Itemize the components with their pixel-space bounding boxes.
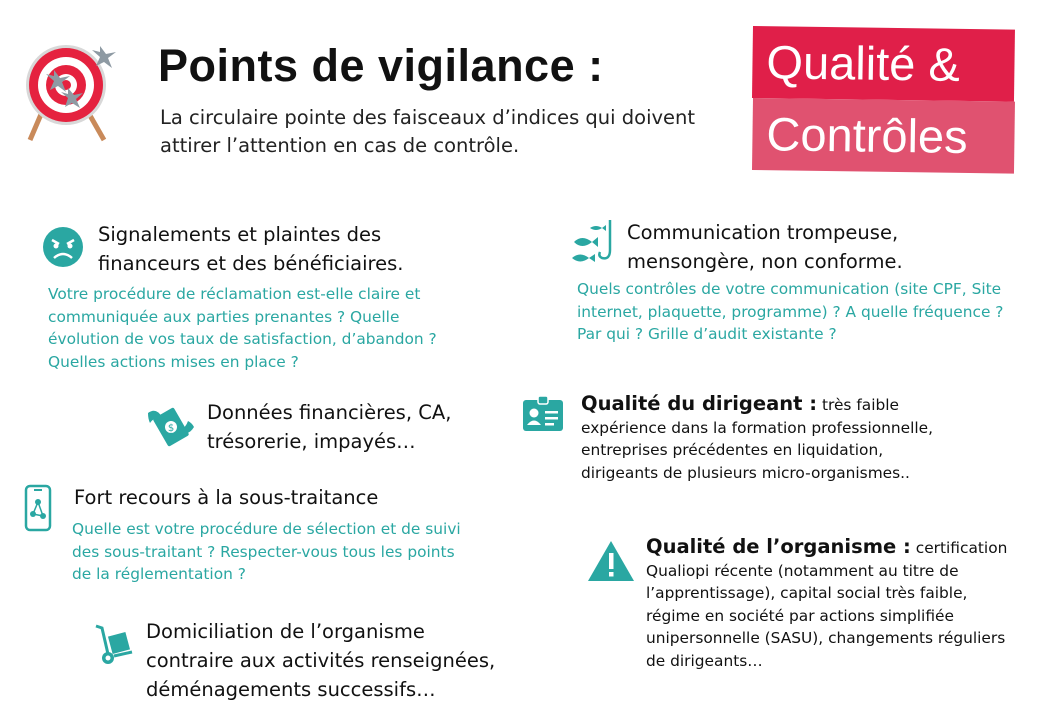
intro-text: La circulaire pointe des faisceaux d’indices qui doivent attirer l’attention en cas de contrôle. [160,106,696,157]
domiciliation-title: Domiciliation de l’organisme contraire aux activités renseignées, déménagements successifs… [146,620,496,701]
hand-truck-icon [92,622,134,666]
svg-text:$: $ [167,423,175,434]
communication-title: Communication trompeuse, mensongère, non conforme. [627,221,903,273]
signalements-note: Votre procédure de réclamation est-elle claire et communiquée aux parties prenantes ? Quelle évolution de vos taux de satisfaction, d’abandon ? Quelles actions mises en place ? [48,285,437,371]
signalements-title: Signalements et plaintes des financeurs et des bénéficiaires. [98,223,404,275]
phone-network-icon [24,484,52,532]
donnees-title: Données financières, CA, trésorerie, impayés… [207,401,452,453]
badge-line2: Contrôles [766,107,969,163]
organisme-block [646,536,1021,672]
dirigeant-text: très faible expérience dans la formation professionnelle, entreprises précédentes en liquidation, dirigeants de plusieurs micro-organismes.. [581,396,934,482]
communication-note: Quels contrôles de votre communication (site CPF, Site internet, plaquette, programme) ? A quelle fréquence ? Par qui ? Grille d’audit existante ? [577,280,1004,343]
page-title: Points de vigilance : [158,40,604,91]
organisme-text: certification Qualiopi récente (notamment au titre de l’apprentissage), capital social très faible, régime en société par actions simplifiée unipersonnelle (SASU), changements réguliers de dirigeants… [646,539,1008,670]
badge-quality [752,26,1015,102]
badge-controls [752,98,1015,174]
dirigeant-label: Qualité du dirigeant : [581,392,818,415]
target-icon [20,40,120,142]
angry-face-icon [42,226,84,268]
fishing-hook-icon [570,220,618,266]
badge-line1: Qualité & [766,35,961,91]
soustraitance-note: Quelle est votre procédure de sélection et de suivi des sous-traitant ? Respecter-vous tous les points de la réglementation ? [72,520,461,583]
organisme-label: Qualité de l’organisme : [646,535,911,558]
soustraitance-title: Fort recours à la sous-traitance [74,486,379,509]
warning-icon [587,540,635,582]
money-wings-icon [146,403,196,449]
dirigeant-block [581,393,961,484]
id-card-icon [522,396,564,432]
